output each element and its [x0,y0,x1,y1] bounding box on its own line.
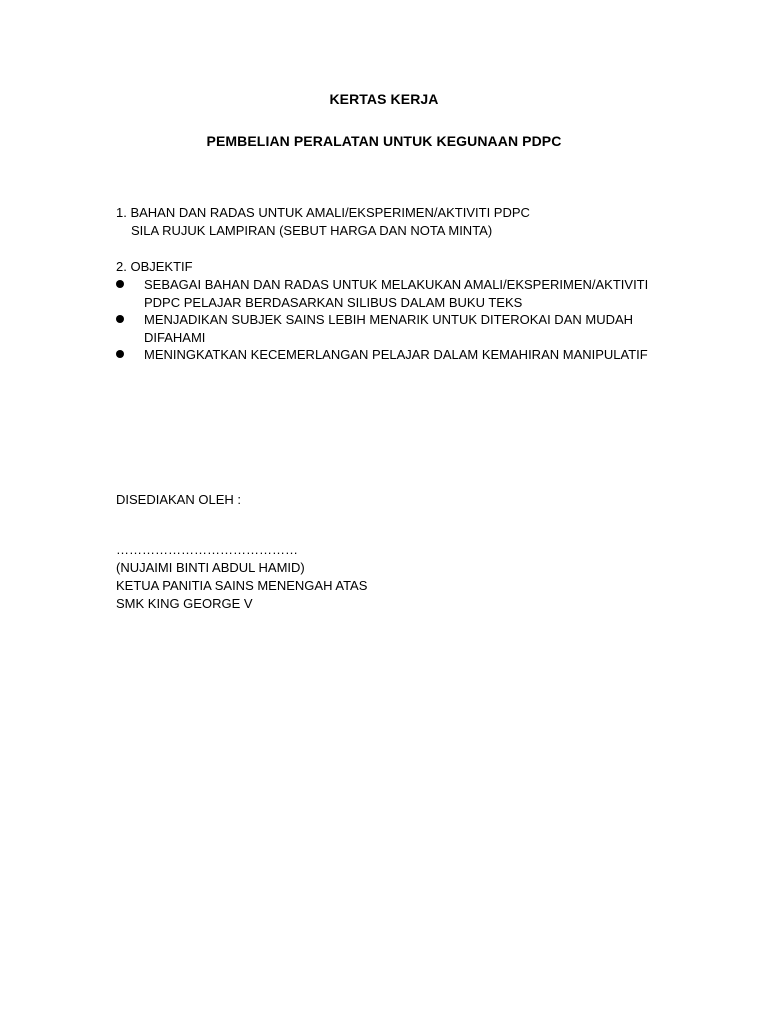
section2-heading: 2. OBJEKTIF [116,259,193,274]
document-subtitle: PEMBELIAN PERALATAN UNTUK KEGUNAAN PDPC [206,133,562,149]
prepared-by-label: DISEDIAKAN OLEH : [116,492,241,507]
bullet-icon [116,350,124,358]
document-title: KERTAS KERJA [329,91,439,107]
bullet-icon [116,280,124,288]
objective-line: DIFAHAMI [144,330,206,345]
objective-line: SEBAGAI BAHAN DAN RADAS UNTUK MELAKUKAN AMALI/EKSPERIMEN/AKTIVITI [144,277,649,292]
objective-line: MENJADIKAN SUBJEK SAINS LEBIH MENARIK UNTUK DITEROKAI DAN MUDAH [144,312,634,327]
section1-body: SILA RUJUK LAMPIRAN (SEBUT HARGA DAN NOTA MINTA) [131,223,493,238]
objective-text [144,311,674,347]
bullet-icon [116,315,124,323]
signature-line: …………………………………… [116,542,298,557]
objective-text [144,346,674,364]
section1-heading: 1. BAHAN DAN RADAS UNTUK AMALI/EKSPERIMEN/AKTIVITI PDPC [116,205,530,220]
objective-line: PDPC PELAJAR BERDASARKAN SILIBUS DALAM BUKU TEKS [144,295,523,310]
objective-line: MENINGKATKAN KECEMERLANGAN PELAJAR DALAM KEMAHIRAN MANIPULATIF [144,347,648,362]
objective-text [144,276,674,312]
signatory-position: KETUA PANITIA SAINS MENENGAH ATAS [116,578,368,593]
signatory-school: SMK KING GEORGE V [116,596,253,611]
signatory-name: (NUJAIMI BINTI ABDUL HAMID) [116,560,305,575]
